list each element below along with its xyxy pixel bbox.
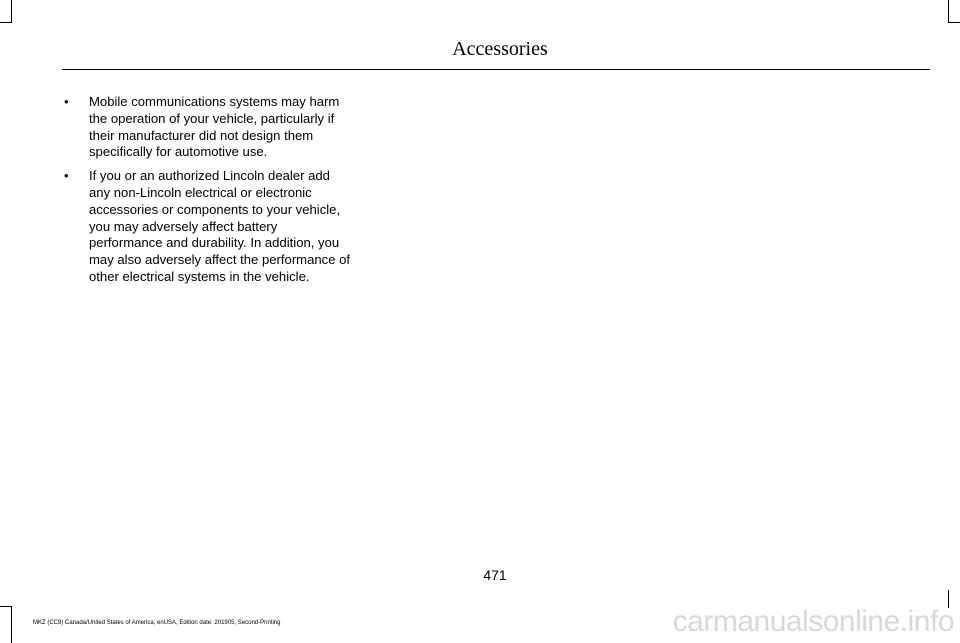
list-item <box>62 94 354 161</box>
crop-mark-bottom-left <box>0 606 12 607</box>
list-item-text: Mobile communications systems may harm the operation of your vehicle, particularly if their manufacturer did not design them specifically for automotive use. <box>89 94 340 160</box>
crop-mark-top-left <box>0 22 12 23</box>
bullet-icon: • <box>64 168 69 184</box>
crop-mark-top-right <box>948 0 949 22</box>
list-item-text: If you or an authorized Lincoln dealer add any non-Lincoln electrical or electronic accessories or components to your vehicle, you may adversely affect battery performance and durability. In addition, you may also adversely affect the performance of other electrical systems in the vehicle. <box>89 168 351 284</box>
crop-mark-top-right <box>948 22 960 23</box>
page-title: Accessories <box>452 38 548 60</box>
page-number: 471 <box>483 567 507 583</box>
watermark: carmanualsonline.info <box>672 605 954 638</box>
bullet-icon: • <box>64 94 69 109</box>
header-rule <box>62 69 930 70</box>
crop-mark-top-left <box>11 0 12 22</box>
edition-footer: MKZ (CC9) Canada/United States of America, enUSA, Edition date: 201905, Second-Printing <box>33 620 281 626</box>
crop-mark-bottom-left <box>11 606 12 643</box>
list-item <box>62 168 354 286</box>
bullet-list <box>62 94 354 293</box>
